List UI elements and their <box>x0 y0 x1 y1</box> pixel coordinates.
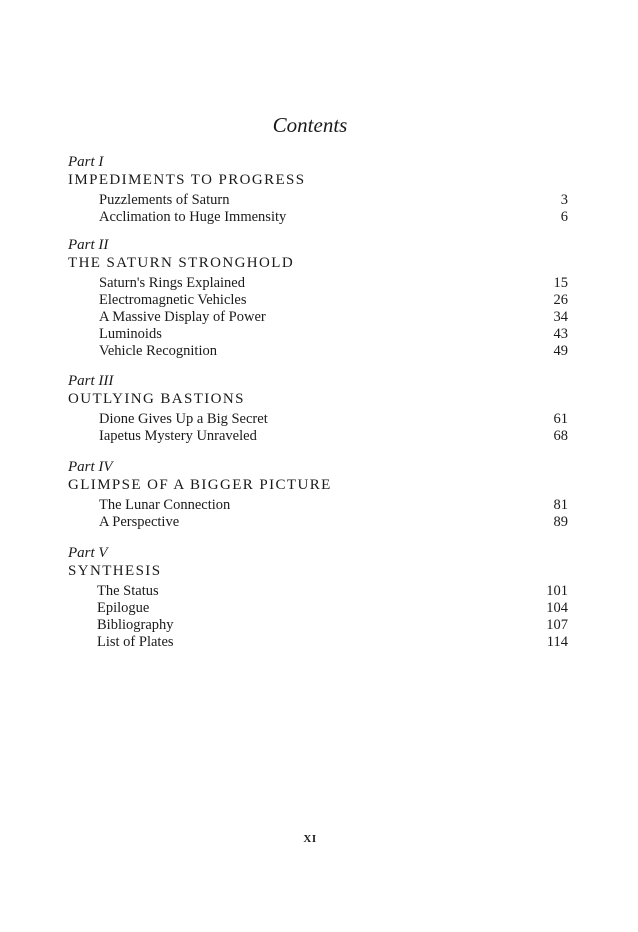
toc-entry[interactable] <box>97 617 568 634</box>
entry-page-number: 26 <box>553 292 568 308</box>
entry-list <box>99 192 568 226</box>
entry-page-number: 104 <box>546 600 568 616</box>
entry-page-number: 61 <box>553 411 568 427</box>
page-folio: XI <box>303 833 317 845</box>
entry-title: The Lunar Connection <box>99 497 231 513</box>
part-label: Part II <box>68 237 109 253</box>
entry-title: Dione Gives Up a Big Secret <box>99 411 268 427</box>
toc-part-3 <box>68 372 568 445</box>
part-label: Part III <box>68 373 114 389</box>
entry-list <box>99 411 568 445</box>
entry-page-number: 49 <box>553 343 568 359</box>
entry-page-number: 107 <box>546 617 568 633</box>
toc-entry[interactable] <box>99 343 568 360</box>
toc-part-2 <box>68 236 568 360</box>
toc-entry[interactable] <box>99 514 568 531</box>
part-label: Part IV <box>68 459 113 475</box>
entry-page-number: 81 <box>553 497 568 513</box>
entry-page-number: 68 <box>553 428 568 444</box>
part-heading: IMPEDIMENTS TO PROGRESS <box>68 172 306 188</box>
entry-title: The Status <box>97 583 159 599</box>
page-title: Contents <box>272 113 348 137</box>
entry-title: Electromagnetic Vehicles <box>99 292 247 308</box>
entry-list <box>99 275 568 360</box>
entry-title: Puzzlements of Saturn <box>99 192 230 208</box>
toc-entry[interactable] <box>99 192 568 209</box>
toc-entry[interactable] <box>97 634 568 651</box>
part-heading: OUTLYING BASTIONS <box>68 391 245 407</box>
toc-entry[interactable] <box>97 600 568 617</box>
toc-entry[interactable] <box>99 309 568 326</box>
entry-page-number: 101 <box>546 583 568 599</box>
entry-page-number: 15 <box>553 275 568 291</box>
part-label: Part V <box>68 545 108 561</box>
toc-entry[interactable] <box>99 497 568 514</box>
entry-title: Bibliography <box>97 617 174 633</box>
toc-entry[interactable] <box>99 326 568 343</box>
part-label: Part I <box>68 154 104 170</box>
entry-title: Saturn's Rings Explained <box>99 275 245 291</box>
toc-entry[interactable] <box>99 411 568 428</box>
entry-page-number: 3 <box>560 192 568 208</box>
entry-list <box>99 497 568 531</box>
entry-page-number: 89 <box>553 514 568 530</box>
toc-entry[interactable] <box>99 428 568 445</box>
entry-title: A Massive Display of Power <box>99 309 266 325</box>
part-heading: THE SATURN STRONGHOLD <box>68 255 295 271</box>
toc-part-4 <box>68 458 568 531</box>
entry-title: Acclimation to Huge Immensity <box>99 209 287 225</box>
toc-entry[interactable] <box>97 583 568 600</box>
toc-part-1 <box>68 153 568 226</box>
part-heading: SYNTHESIS <box>68 563 162 579</box>
entry-title: A Perspective <box>99 514 180 530</box>
entry-title: List of Plates <box>97 634 174 650</box>
entry-page-number: 6 <box>560 209 568 225</box>
entry-title: Iapetus Mystery Unraveled <box>99 428 257 444</box>
entry-page-number: 34 <box>553 309 568 325</box>
entry-page-number: 43 <box>553 326 568 342</box>
toc-entry[interactable] <box>99 292 568 309</box>
toc-entry[interactable] <box>99 275 568 292</box>
entry-title: Vehicle Recognition <box>99 343 217 359</box>
toc-part-5 <box>68 544 568 651</box>
toc-entry[interactable] <box>99 209 568 226</box>
entry-title: Luminoids <box>99 326 162 342</box>
part-heading: GLIMPSE OF A BIGGER PICTURE <box>68 477 332 493</box>
entry-list <box>97 583 568 651</box>
entry-title: Epilogue <box>97 600 150 616</box>
entry-page-number: 114 <box>546 634 568 650</box>
